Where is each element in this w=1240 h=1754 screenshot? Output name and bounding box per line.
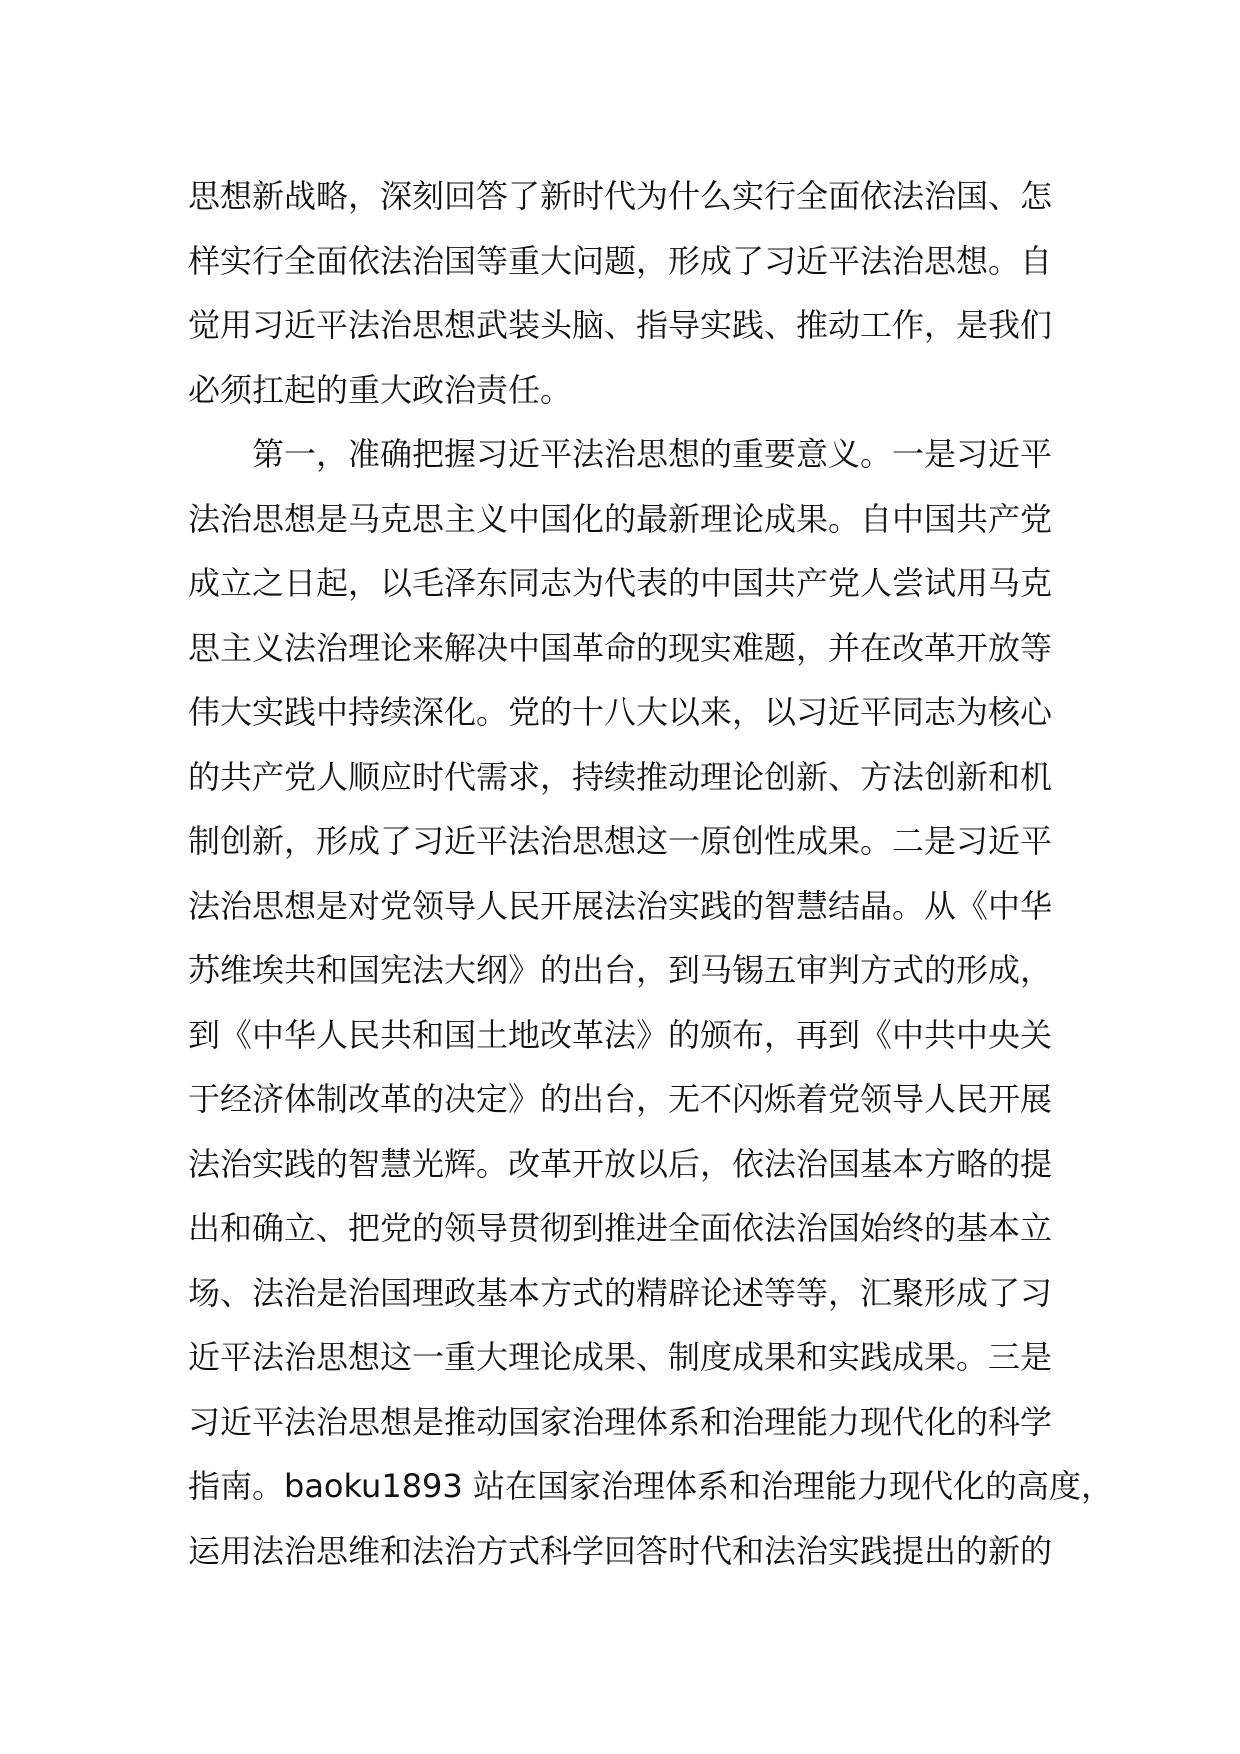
text-line: 法治实践的智慧光辉。改革开放以后，依法治国基本方略的提 <box>188 1144 1053 1183</box>
text-line: 思主义法治理论来解决中国革命的现实难题，并在改革开放等 <box>188 628 1053 667</box>
text-line: 必须扛起的重大政治责任。 <box>188 370 573 409</box>
text-line: 制创新，形成了习近平法治思想这一原创性成果。二是习近平 <box>188 822 1053 860</box>
text-line: 于经济体制改革的决定》的出台，无不闪烁着党领导人民开展 <box>188 1080 1053 1118</box>
text-line: 到《中华人民共和国土地改革法》的颁布，再到《中共中央关 <box>188 1015 1053 1054</box>
text-line: 习近平法治思想是推动国家治理体系和治理能力现代化的科学 <box>188 1402 1053 1441</box>
text-line: 样实行全面依法治国等重大问题，形成了习近平法治思想。自 <box>188 241 1053 280</box>
text-line: 苏维埃共和国宪法大纲》的出台，到马锡五审判方式的形成， <box>188 951 1053 989</box>
text-line: 近平法治思想这一重大理论成果、制度成果和实践成果。三是 <box>188 1338 1053 1376</box>
paragraph-start-line: 第一，准确把握习近平法治思想的重要意义。一是习近平 <box>188 435 1053 473</box>
text-line: 成立之日起，以毛泽东同志为代表的中国共产党人尝试用马克 <box>188 564 1053 602</box>
text-line: 指南。baoku1893 站在国家治理体系和治理能力现代化的高度， <box>188 1467 1113 1505</box>
text-line: 思想新战略，深刻回答了新时代为什么实行全面依法治国、怎 <box>188 177 1053 215</box>
text-line: 的共产党人顺应时代需求，持续推动理论创新、方法创新和机 <box>188 757 1053 796</box>
text-line: 伟大实践中持续深化。党的十八大以来，以习近平同志为核心 <box>188 693 1053 731</box>
text-line: 觉用习近平法治思想武装头脑、指导实践、推动工作，是我们 <box>188 306 1053 344</box>
text-line: 运用法治思维和法治方式科学回答时代和法治实践提出的新的 <box>188 1531 1053 1570</box>
body-text <box>188 164 1113 1583</box>
text-line: 法治思想是马克思主义中国化的最新理论成果。自中国共产党 <box>188 499 1053 538</box>
text-line: 出和确立、把党的领导贯彻到推进全面依法治国始终的基本立 <box>188 1209 1053 1247</box>
text-line: 场、法治是治国理政基本方式的精辟论述等等，汇聚形成了习 <box>188 1273 1053 1312</box>
text-line: 法治思想是对党领导人民开展法治实践的智慧结晶。从《中华 <box>188 886 1053 925</box>
